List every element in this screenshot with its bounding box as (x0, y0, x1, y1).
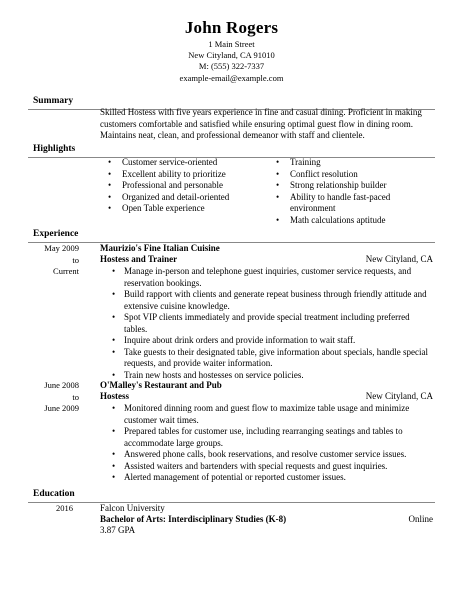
experience-divider (28, 242, 435, 243)
education-heading: Education (33, 489, 75, 499)
list-item: • Assisted waiters and bartenders with special requests and guest inquiries. (112, 461, 432, 473)
list-item: • Train new hosts and hostesses on service policies. (112, 370, 432, 382)
list-item: • Spot VIP clients immediately and provide special treatment including preferred tables. (112, 312, 432, 335)
highlights-left-list (108, 157, 258, 215)
education-divider (28, 502, 435, 503)
list-item: • Strong relationship builder (276, 180, 421, 192)
study-mode: Online (408, 514, 433, 524)
job-duties-list (112, 266, 432, 381)
job-end-date: June 2009 (44, 403, 79, 413)
email-line: example-email@example.com (179, 72, 284, 83)
list-item: • Training (276, 157, 421, 169)
list-item: • Math calculations aptitude (276, 215, 421, 227)
employer-name: Maurizio's Fine Italian Cuisine (100, 243, 220, 253)
degree-name: Bachelor of Arts: Interdisciplinary Studies (K-8) (100, 514, 287, 524)
list-item: • Monitored dinning room and guest flow to maximize table usage and minimize customer wait times. (112, 403, 432, 426)
list-item: • Take guests to their designated table, give information about specials, handle special requests, and provide waiter information. (112, 347, 432, 370)
employer-name: O'Malley's Restaurant and Pub (100, 380, 222, 390)
candidate-name: John Rogers (184, 18, 279, 37)
phone-line: M: (555) 322-7337 (198, 61, 265, 72)
job-date-separator: to (72, 391, 79, 402)
list-item: • Organized and detail-oriented (108, 192, 258, 204)
list-item: • Ability to handle fast-paced environment (276, 192, 421, 215)
highlights-right-list (276, 157, 421, 226)
summary-text: Skilled Hostess with five years experience in fine and casual dining. Proficient in making customers comfortable and satisfied while ensuring optimal guest flow in dining room. Maintains neat, clean, and professional demeanor with staff and clientele. (100, 107, 422, 140)
job-location: New Cityland, CA (365, 254, 433, 264)
list-item: • Manage in-person and telephone guest inquiries, customer service requests, and reservation bookings. (112, 266, 432, 289)
list-item: • Prepared tables for customer use, including rearranging seatings and tables to accommodate large groups. (112, 426, 432, 449)
job-start-date: June 2008 (44, 380, 79, 390)
list-item: • Answered phone calls, book reservations, and resolve customer service issues. (112, 449, 432, 461)
summary-heading: Summary (33, 96, 74, 106)
address-line: 1 Main Street (208, 39, 255, 49)
list-item: • Professional and personable (108, 180, 258, 192)
list-item: • Conflict resolution (276, 169, 421, 181)
list-item: • Open Table experience (108, 203, 258, 215)
experience-heading: Experience (33, 229, 79, 239)
job-end-date: Current (53, 266, 79, 276)
education-year: 2016 (56, 503, 73, 513)
job-dates (34, 380, 79, 415)
job-duties-list (112, 403, 432, 484)
list-item: • Inquire about drink orders and provide information to wait staff. (112, 335, 432, 347)
job-title: Hostess and Trainer (100, 254, 178, 264)
list-item: • Customer service-oriented (108, 157, 258, 169)
job-dates (34, 243, 79, 278)
job-start-date: May 2009 (44, 243, 79, 253)
resume-header (0, 17, 463, 84)
list-item: • Excellent ability to prioritize (108, 169, 258, 181)
job-title: Hostess (100, 391, 129, 401)
job-date-separator: to (72, 254, 79, 265)
highlights-heading: Highlights (33, 144, 76, 154)
school-name: Falcon University (100, 503, 165, 513)
job-location: New Cityland, CA (365, 391, 433, 401)
gpa: 3.87 GPA (100, 525, 136, 535)
list-item: • Build rapport with clients and generate repeat business through friendly attitude and extensive cuisine knowledge. (112, 289, 432, 312)
city-line: New Cityland, CA 91010 (188, 50, 275, 61)
list-item: • Alerted management of potential or reported customer issues. (112, 472, 432, 484)
